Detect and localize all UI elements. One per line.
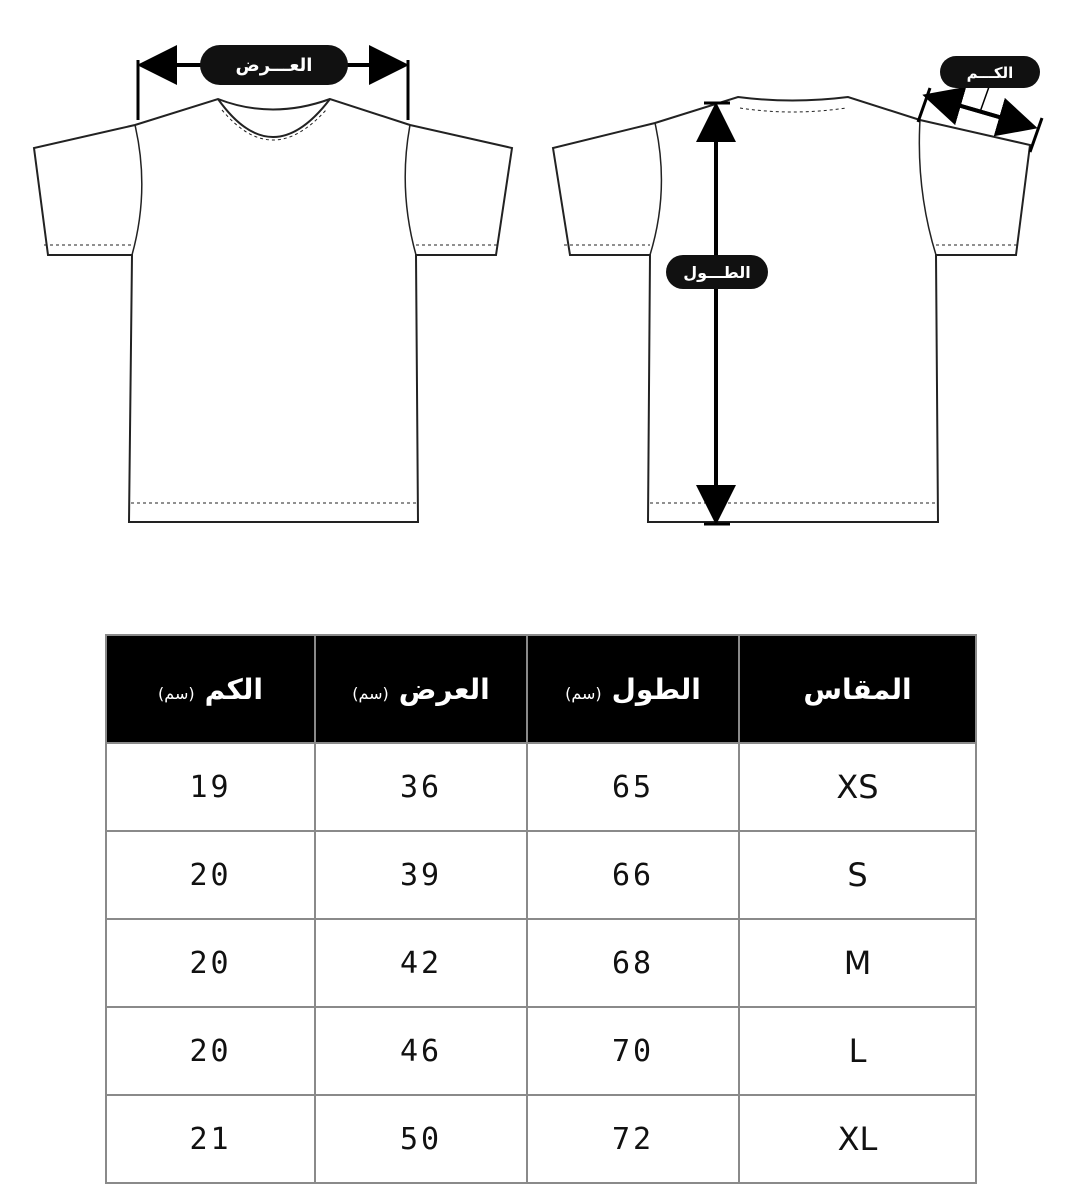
width-label: العـــرض [235,55,313,76]
length-cell: 72 [527,1095,739,1183]
width-cell: 46 [315,1007,527,1095]
header-width [315,635,527,743]
width-cell: 36 [315,743,527,831]
size-cell: L [739,1007,976,1095]
sleeve-cell: 19 [106,743,315,831]
length-cell: 70 [527,1007,739,1095]
size-cell: S [739,831,976,919]
size-cell: XL [739,1095,976,1183]
table-row [106,831,976,919]
width-cell: 50 [315,1095,527,1183]
header-length-label: الطول [611,672,701,706]
tshirt-measurement-diagram [0,0,1080,560]
size-cell: XS [739,743,976,831]
table-row [106,1095,976,1183]
header-size [739,635,976,743]
length-label: الطـــول [683,263,751,282]
header-unit: (سم) [352,683,389,703]
size-cell: M [739,919,976,1007]
size-chart-table [105,634,977,1184]
sleeve-cell: 20 [106,919,315,1007]
length-cell: 65 [527,743,739,831]
header-width-label: العرض [398,672,490,706]
table-row [106,1007,976,1095]
table-header-row [106,635,976,743]
front-tshirt [34,99,512,522]
header-unit: (سم) [565,683,602,703]
table-row [106,919,976,1007]
width-cell: 42 [315,919,527,1007]
back-tshirt [553,97,1030,522]
length-cell: 66 [527,831,739,919]
header-sleeve-label: الكم [204,672,263,706]
sleeve-label: الكـــم [966,64,1014,82]
sleeve-cell: 20 [106,831,315,919]
width-cell: 39 [315,831,527,919]
length-cell: 68 [527,919,739,1007]
sleeve-cell: 20 [106,1007,315,1095]
sleeve-cell: 21 [106,1095,315,1183]
header-size-label: المقاس [803,672,912,706]
header-unit: (سم) [158,683,195,703]
table-row [106,743,976,831]
header-length [527,635,739,743]
header-sleeve [106,635,315,743]
